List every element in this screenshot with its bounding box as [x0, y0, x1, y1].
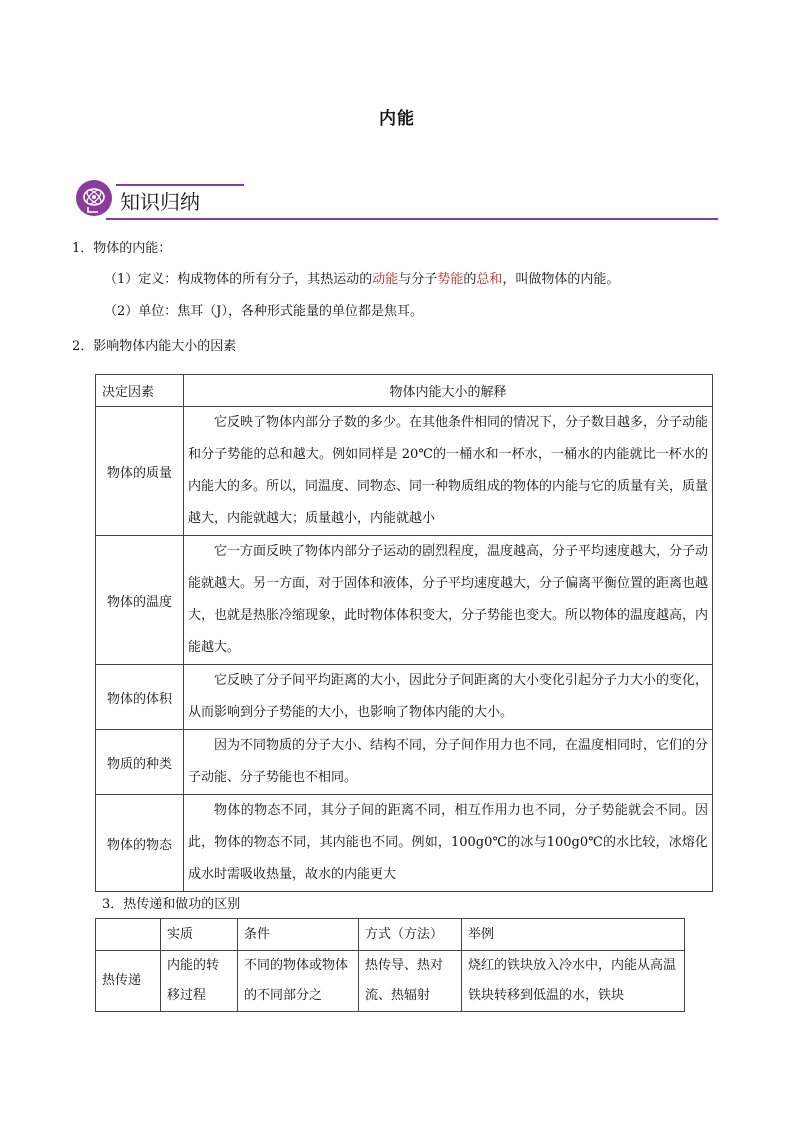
header-blank: [96, 919, 161, 951]
header-method: 方式（方法）: [359, 919, 462, 951]
desc-cell: 它反映了物体内部分子数的多少。在其他条件相同的情况下，分子数目越多，分子动能和分子势能的总和越大。例如同样是 20℃的一桶水和一杯水，一桶水的内能就比一杯水的内能大的多。所以，同温度、同物态、同一种物质组成的物体的内能与它的质量有关，质量越大，内能就越大；质量越小，内能就越小: [184, 407, 713, 536]
table-row: [96, 665, 713, 730]
heading-2: 2．影响物体内能大小的因素: [72, 339, 237, 354]
row-condition: 不同的物体或物体的不同部分之: [238, 951, 359, 1012]
header-factor: 决定因素: [96, 375, 184, 407]
desc-cell: 物体的物态不同，其分子间的距离不同，相互作用力也不同，分子势能就会不同。因此，物体的物态不同，其内能也不同。例如，100g0℃的冰与100g0℃的水比较，冰熔化成水时需吸收热量，故水的内能更大: [184, 795, 713, 892]
header-rule: [106, 218, 718, 220]
def-kinetic: 动能: [372, 272, 399, 287]
heading-1: 1．物体的内能：: [72, 241, 172, 256]
table-row: [96, 795, 713, 892]
table-row: [96, 536, 713, 665]
def-potential: 势能: [437, 272, 464, 287]
def-text-e: 的: [463, 272, 477, 287]
row-method: 热传导、热对流、热辐射: [359, 951, 462, 1012]
header-explanation: 物体内能大小的解释: [184, 375, 713, 407]
factor-cell: 物质的种类: [96, 730, 184, 795]
table-row: [96, 951, 685, 1012]
row-essence: 内能的转移过程: [161, 951, 238, 1012]
page-title: 内能: [379, 109, 415, 129]
desc-cell: 因为不同物质的分子大小、结构不同，分子间作用力也不同，在温度相同时，它们的分子动能、分子势能也不相同。: [184, 730, 713, 795]
factor-cell: 物体的质量: [96, 407, 184, 536]
def-text-c: 与分子: [398, 272, 438, 287]
comparison-table: [95, 918, 685, 1012]
desc-cell: 它反映了分子间平均距离的大小，因此分子间距离的大小变化引起分子力大小的变化，从而影响到分子势能的大小，也影响了物体内能的大小。: [184, 665, 713, 730]
factor-cell: 物体的体积: [96, 665, 184, 730]
header-condition: 条件: [238, 919, 359, 951]
brain-atom-icon: [76, 180, 112, 216]
factor-cell: 物体的温度: [96, 536, 184, 665]
def-text-g: ，叫做物体的内能。: [502, 272, 620, 287]
table-row: [96, 730, 713, 795]
def-text-a: （1）定义：构成物体的所有分子，其热运动的: [104, 272, 373, 287]
header-essence: 实质: [161, 919, 238, 951]
desc-cell: 它一方面反映了物体内部分子运动的剧烈程度，温度越高，分子平均速度越大，分子动能就越大。另一方面，对于固体和液体，分子平均速度越大，分子偏离平衡位置的距离也越大，也就是热胀冷缩现象，此时物体体积变大，分子势能也变大。所以物体的温度越高，内能越大。: [184, 536, 713, 665]
header-example: 举例: [462, 919, 685, 951]
row-example: 烧红的铁块放入冷水中，内能从高温铁块转移到低温的水，铁块: [462, 951, 685, 1012]
table-header-row: [96, 375, 713, 407]
section-label: 知识归纳: [120, 190, 200, 214]
heading-3: 3．热传递和做功的区别: [102, 897, 241, 912]
section-header: [76, 180, 718, 222]
definition-line: [104, 271, 619, 289]
def-sum: 总和: [476, 272, 503, 287]
factors-table: [95, 374, 713, 892]
unit-line: （2）单位：焦耳（J），各种形式能量的单位都是焦耳。: [104, 304, 423, 319]
table-header-row: [96, 919, 685, 951]
table-row: [96, 407, 713, 536]
factor-cell: 物体的物态: [96, 795, 184, 892]
row-name: 热传递: [96, 951, 161, 1012]
